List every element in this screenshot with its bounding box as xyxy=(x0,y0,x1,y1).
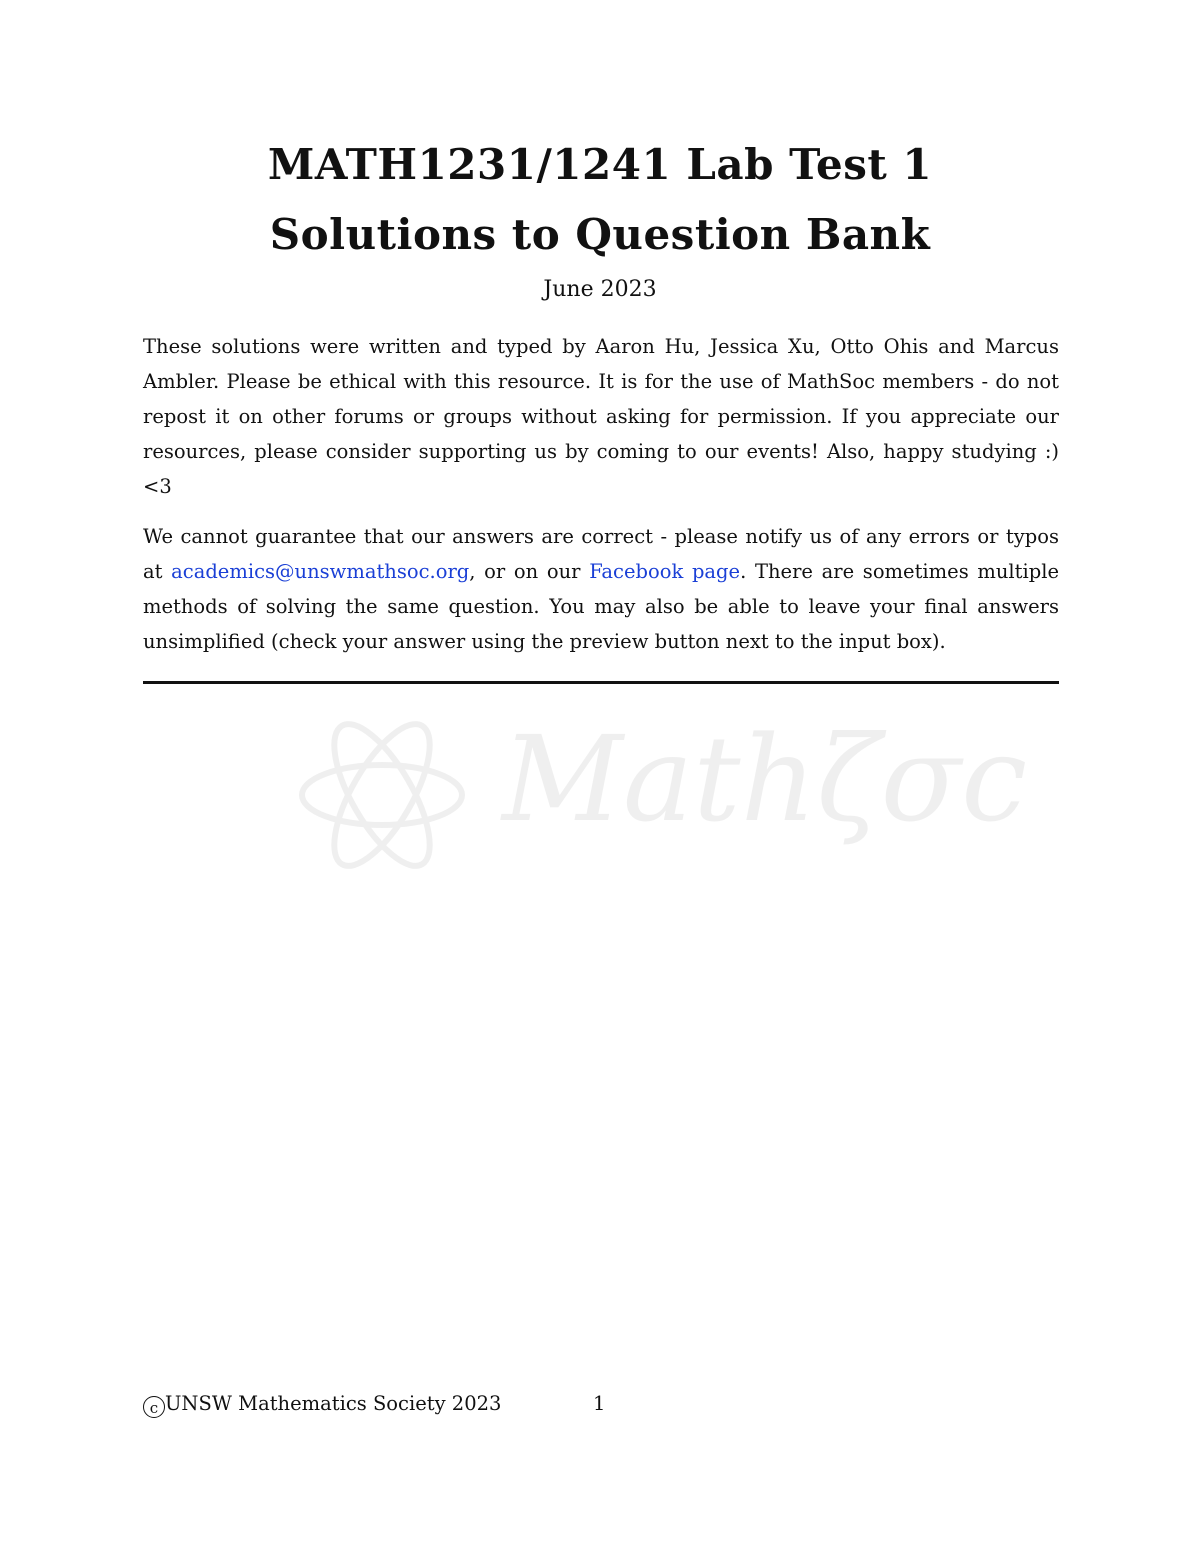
document-subtitle: Solutions to Question Bank xyxy=(269,210,931,259)
footer-copyright xyxy=(143,1392,501,1418)
disclaimer-text-end: . There are sometimes multiple methods of solving the same question. You may also be able to leave your final answers unsimplified (check your answer using the preview button next to the input box). xyxy=(143,560,1060,653)
disclaimer-text-mid: , or on our xyxy=(469,560,590,583)
email-link[interactable]: academics@unswmathsoc.org xyxy=(171,560,470,583)
copyright-icon: c xyxy=(143,1396,165,1418)
disclaimer-paragraph xyxy=(143,519,1059,659)
page-number: 1 xyxy=(593,1392,606,1415)
facebook-link[interactable]: Facebook page xyxy=(589,560,741,583)
mathsoc-watermark xyxy=(282,700,1028,890)
document-title: MATH1231/1241 Lab Test 1 xyxy=(267,140,933,189)
intro-paragraph: These solutions were written and typed by Aaron Hu, Jessica Xu, Otto Ohis and Marcus Ambler. Please be ethical with this resource. It is for the use of MathSoc members - do not repost it on other forums or groups without asking for permission. If you appreciate our resources, please consider supporting us by coming to our events! Also, happy studying :) <3 xyxy=(143,335,1059,498)
mathsoc-logo-icon xyxy=(282,700,482,890)
disclaimer-text-start: We cannot guarantee that our answers are correct - please notify us of any errors or typos at xyxy=(143,525,1059,583)
document-date: June 2023 xyxy=(543,277,657,302)
horizontal-rule xyxy=(143,681,1059,684)
footer-copyright-text: UNSW Mathematics Society 2023 xyxy=(165,1392,502,1415)
watermark-text: Mathζσc xyxy=(502,710,1028,848)
